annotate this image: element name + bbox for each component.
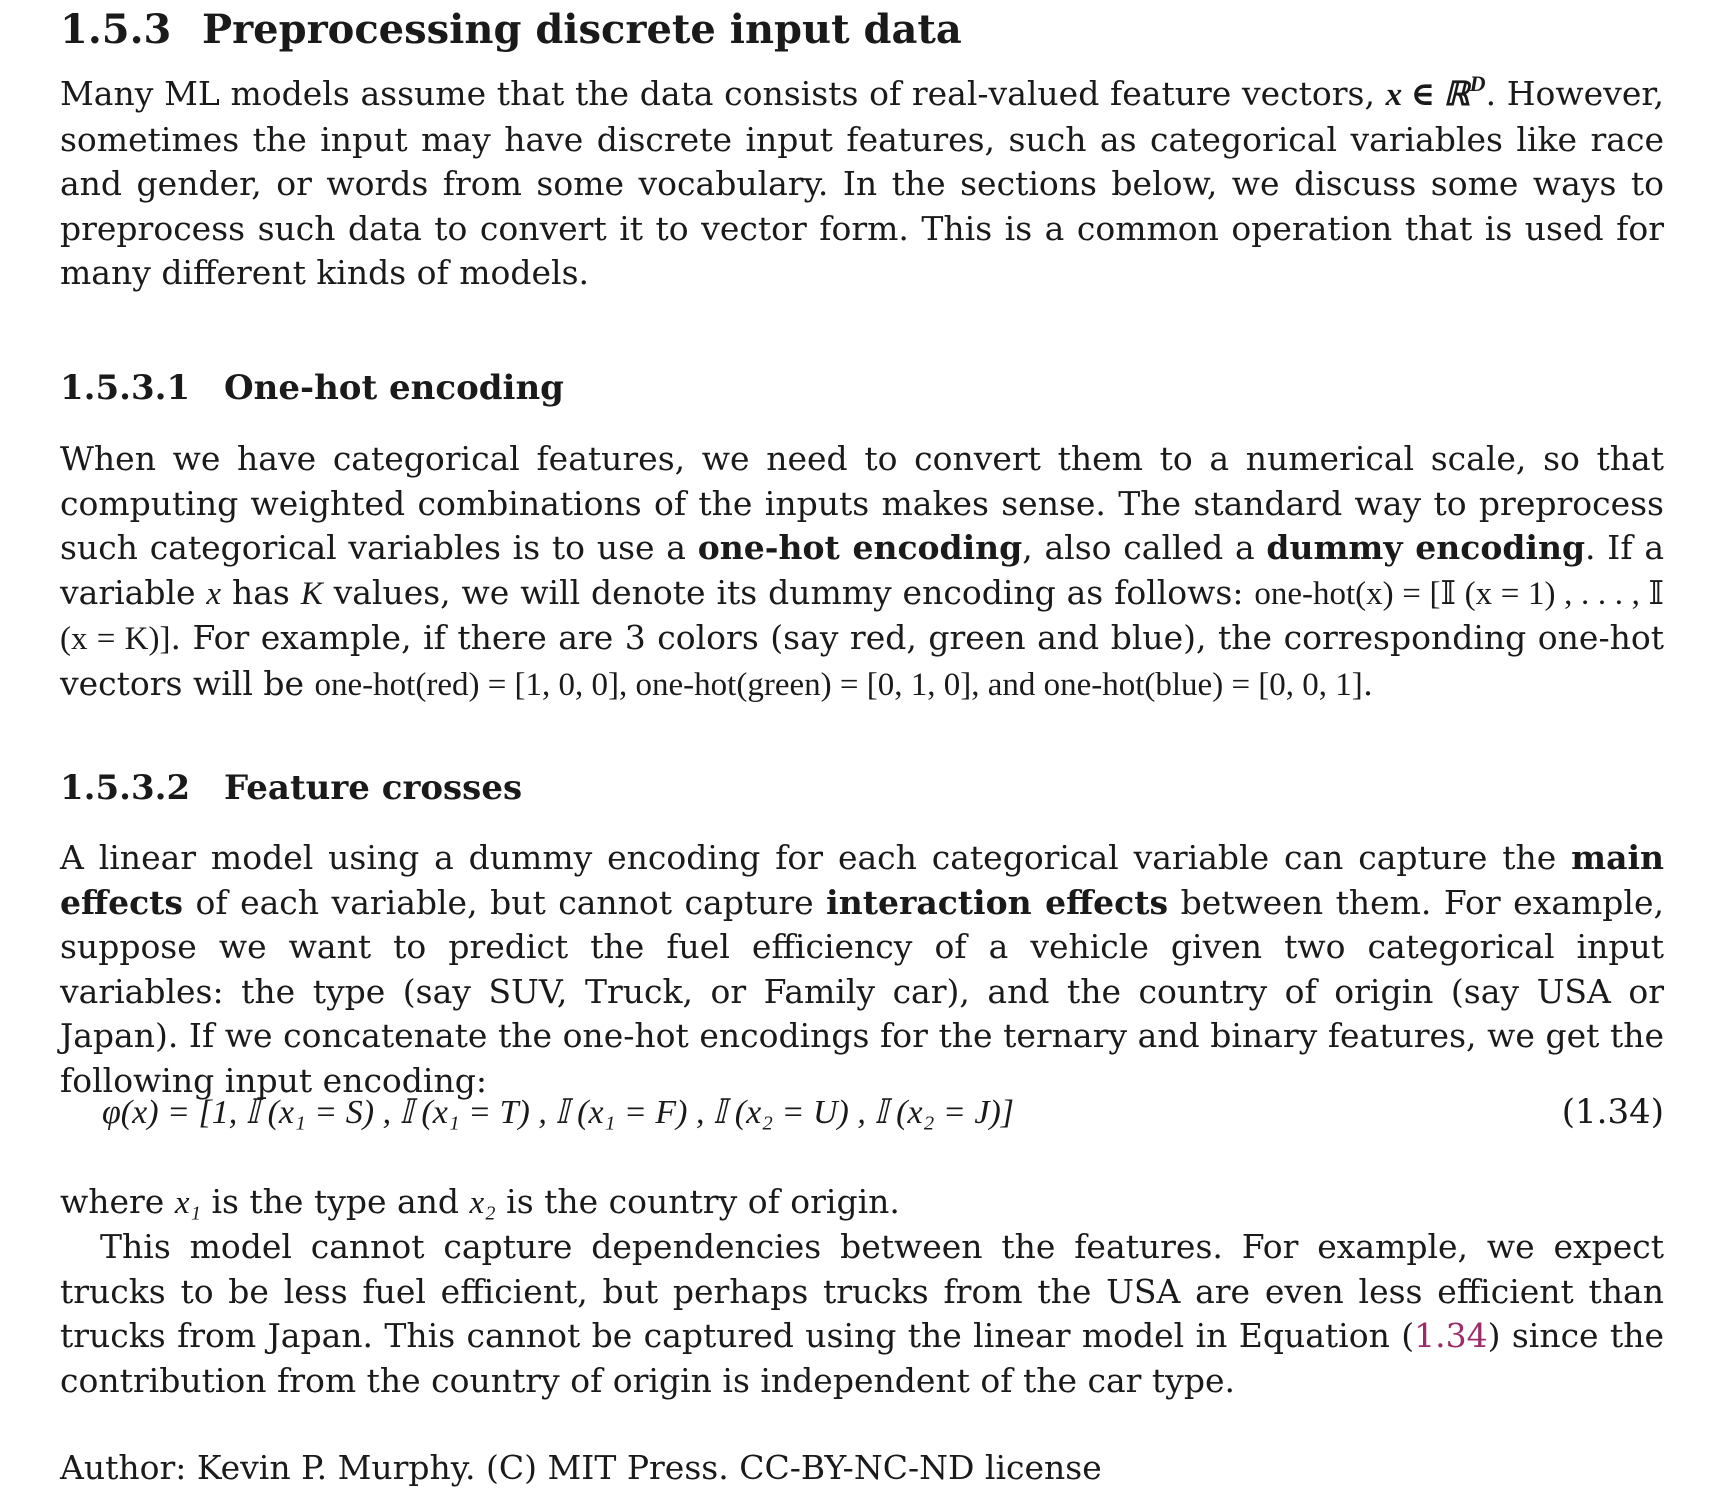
equation-1-34 — [60, 1092, 1664, 1148]
section-title: Preprocessing discrete input data — [202, 6, 962, 53]
inline-math-x-in-rd — [1385, 71, 1486, 113]
text-span: . However, sometimes the input may have discrete input features, such as categorical variables like race and gender, or words from some vocabulary. In the sections below, we discuss some ways to preprocess such data to convert it to vector form. This is a common operation that is used for many different kinds of models. — [60, 74, 1664, 293]
dependencies-paragraph — [60, 1225, 1664, 1403]
equation-number: (1.34) — [1561, 1092, 1664, 1132]
intro-paragraph — [60, 72, 1664, 296]
text-span: , also called a — [1022, 528, 1267, 568]
text-span: . — [1362, 663, 1374, 703]
term-one-hot-encoding: one-hot encoding — [697, 528, 1023, 568]
feature-crosses-paragraph — [60, 836, 1664, 1104]
text-span: A linear model using a dummy encoding for each categorical variable can capture the — [60, 838, 1572, 877]
math-superscript: D — [1469, 71, 1486, 96]
author-footer: Author: Kevin P. Murphy. (C) MIT Press. CC-BY-NC-ND license — [60, 1448, 1102, 1487]
inline-math-x1: x₁ — [174, 1185, 201, 1221]
subsection-title: Feature crosses — [224, 768, 523, 808]
equation-expression: φ(x) = [1, 𝕀 (x₁ = S) , 𝕀 (x₁ = T) , 𝕀 (x₁ = F) , 𝕀 (x₂ = U) , 𝕀 (x₂ = J)] — [102, 1094, 1015, 1131]
text-span: of each variable, but cannot capture — [183, 882, 827, 922]
subsection-number: 1.5.3.2 — [60, 768, 191, 808]
text-span: is the country of origin. — [495, 1182, 900, 1221]
text-span: ) since the contribution from the country of origin is independent of the car type. — [60, 1316, 1664, 1400]
inline-math-x2: x₂ — [469, 1185, 496, 1221]
section-heading — [60, 6, 962, 53]
term-main-effects: main effects — [60, 838, 1664, 922]
subsection-title: One-hot encoding — [224, 368, 564, 408]
text-span: where — [60, 1182, 175, 1221]
text-span: is the type and — [200, 1182, 470, 1221]
inline-math-k: K — [300, 575, 323, 612]
text-span: . For example, if there are 3 colors (say red, green and blue), the corresponding one-hot vectors will be — [60, 618, 1664, 703]
text-span: . If a variable — [60, 528, 1664, 612]
math-span: x ∈ ℝ — [1385, 77, 1470, 113]
text-span: has — [221, 572, 301, 612]
inline-math-one-hot-definition: one-hot(x) = [𝕀 (x = 1) , . . . , 𝕀 (x = K)] — [60, 575, 1664, 658]
equation-reference-link[interactable]: 1.34 — [1414, 1316, 1488, 1356]
text-span: When we have categorical features, we need to convert them to a numerical scale, so that computing weighted combinations of the inputs makes sense. The standard way to preprocess such categorical variables is to use a — [60, 439, 1664, 568]
inline-math-x: x — [206, 575, 222, 612]
subsection-heading-feature-crosses — [60, 768, 522, 808]
text-span: Many ML models assume that the data consists of real-valued feature vectors, — [60, 74, 1386, 113]
section-number: 1.5.3 — [60, 6, 172, 53]
term-dummy-encoding: dummy encoding — [1266, 528, 1586, 568]
inline-math-one-hot-examples: one-hot(red) = [1, 0, 0], one-hot(green) = [0, 1, 0], and one-hot(blue) = [0, 0, 1] — [314, 666, 1363, 703]
variable-definition-line — [60, 1180, 1664, 1226]
text-span: This model cannot capture dependencies between the features. For example, we expect trucks to be less fuel efficient, but perhaps trucks from the USA are even less efficient than trucks from Japan. This cannot be captured using the linear model in Equation ( — [60, 1227, 1664, 1356]
subsection-heading-one-hot — [60, 368, 564, 408]
text-span: values, we will denote its dummy encoding as follows: — [322, 572, 1255, 612]
one-hot-paragraph — [60, 437, 1664, 708]
subsection-number: 1.5.3.1 — [60, 368, 191, 408]
text-span: between them. For example, suppose we want to predict the fuel efficiency of a vehicle given two categorical input variables: the type (say SUV, Truck, or Family car), and the country of origin (say USA or Japan). If we concatenate the one-hot encodings for the ternary and binary features, we get the following input encoding: — [60, 882, 1664, 1100]
term-interaction-effects: interaction effects — [826, 882, 1169, 922]
